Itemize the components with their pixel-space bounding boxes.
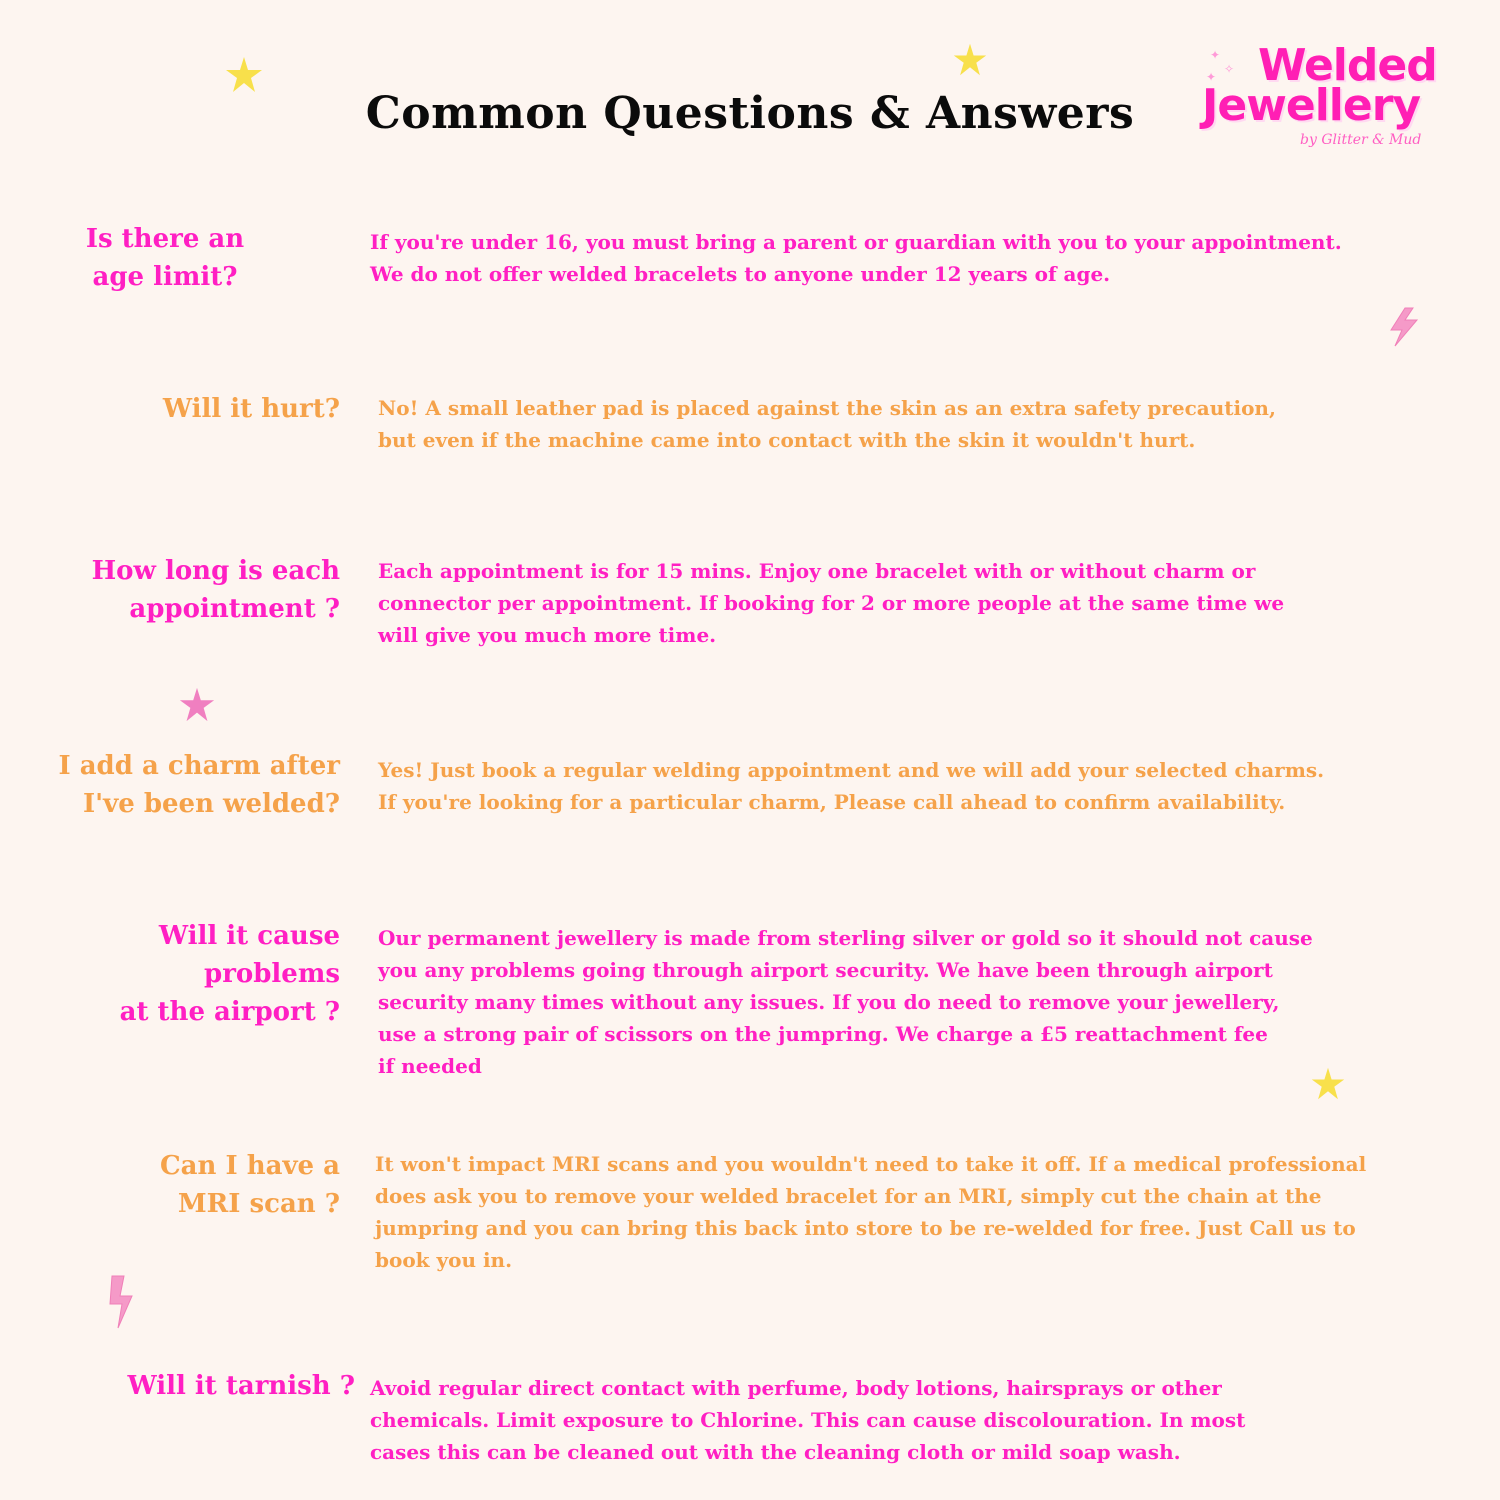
- faq-question-airport: Will it cause problems at the airport ?: [119, 921, 340, 1027]
- sparkle-icon: ✧: [1224, 62, 1235, 76]
- faq-answer-mri: It won't impact MRI scans and you wouldn't need to take it off. If a medical professional does ask you to remove your welded bracelet for an MRI, simply cut the chain at the jumpring and you can bring this back into store to be re-welded for free. Just Call us to book you in.: [375, 1152, 1367, 1272]
- page-title: Common Questions & Answers: [365, 88, 1135, 139]
- star-icon: [952, 42, 988, 78]
- star-icon: [178, 686, 216, 724]
- faq-question-mri: Can I have a MRI scan ?: [159, 1151, 340, 1219]
- faq-question-age-limit: Is there an age limit?: [85, 224, 245, 292]
- faq-question-hurt: Will it hurt?: [162, 394, 340, 424]
- star-icon: [1310, 1066, 1346, 1102]
- lightning-icon: [104, 1274, 140, 1330]
- faq-answer-tarnish: Avoid regular direct contact with perfume, body lotions, hairsprays or other chemicals. Limit exposure to Chlorine. This can cause discolouration. In most cases this can be cleaned out with the cleaning cloth or mild soap wash.: [370, 1376, 1246, 1464]
- faq-answer-hurt: No! A small leather pad is placed against the skin as an extra safety precaution, but even if the machine came into contact with the skin it wouldn't hurt.: [378, 396, 1276, 452]
- logo-line-byline: by Glitter & Mud: [1300, 132, 1422, 148]
- faq-question-appointment-length: How long is each appointment ?: [91, 556, 340, 624]
- logo-line-welded: Welded: [1258, 40, 1437, 91]
- star-icon: [224, 55, 264, 95]
- sparkle-icon: ✦: [1206, 70, 1217, 84]
- lightning-icon: [1385, 306, 1421, 348]
- logo-line-jewellery: Jewellery: [1202, 80, 1421, 131]
- faq-answer-age-limit: If you're under 16, you must bring a parent or guardian with you to your appointment. We do not offer welded bracelets to anyone under 12 years of age.: [370, 230, 1342, 286]
- faq-question-add-charm: I add a charm after I've been welded?: [58, 751, 340, 819]
- faq-question-tarnish: Will it tarnish ?: [127, 1371, 355, 1401]
- brand-logo: [1200, 40, 1460, 160]
- sparkle-icon: ✦: [1210, 48, 1221, 62]
- faq-answer-appointment-length: Each appointment is for 15 mins. Enjoy one bracelet with or without charm or connector per appointment. If booking for 2 or more people at the same time we will give you much more time.: [378, 559, 1285, 647]
- faq-answer-add-charm: Yes! Just book a regular welding appointment and we will add your selected charms. If you're looking for a particular charm, Please call ahead to confirm availability.: [378, 758, 1325, 814]
- faq-answer-airport: Our permanent jewellery is made from sterling silver or gold so it should not cause you any problems going through airport security. We have been through airport security many times without any issues. If you do need to remove your jewellery, use a strong pair of scissors on the jumpring. We charge a £5 reattachment fee if needed: [378, 926, 1313, 1078]
